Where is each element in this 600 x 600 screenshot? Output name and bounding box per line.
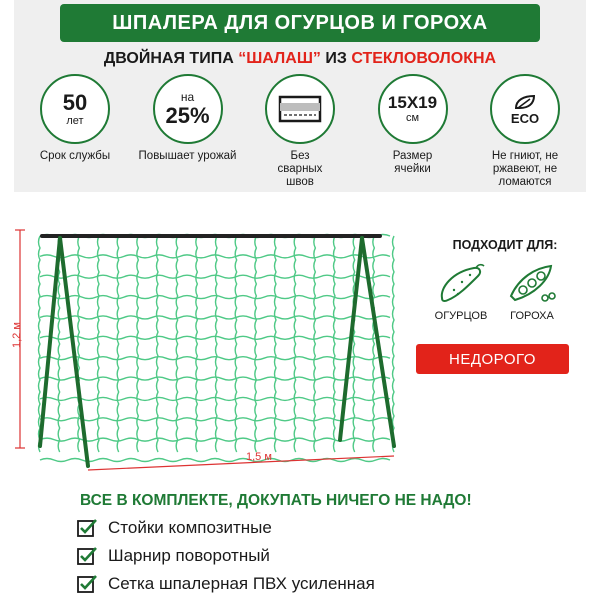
kit-item [76, 542, 375, 570]
lifetime-unit: лет [66, 114, 84, 127]
net-strand-vertical [393, 236, 395, 452]
suitable-item-label: ОГУРЦОВ [434, 310, 488, 322]
feature-seamless [249, 74, 351, 190]
suitable-item-label: ГОРОХА [510, 310, 554, 322]
net-strand-vertical [294, 236, 296, 452]
checkbox-checked-icon [76, 573, 98, 595]
net-strand-horizontal [40, 316, 390, 319]
subtitle-accent1: “ШАЛАШ” [238, 50, 321, 67]
cucumber-icon [434, 262, 488, 306]
net-strand-vertical [78, 236, 80, 452]
suitable-title: ПОДХОДИТ ДЛЯ: [452, 238, 558, 252]
net-strand-vertical [275, 236, 277, 452]
seamless-sheet-icon [278, 94, 322, 124]
page-title-text: ШПАЛЕРА ДЛЯ ОГУРЦОВ И ГОРОХА [112, 11, 488, 34]
seamless-badge [265, 74, 335, 144]
feature-label: Срок службы [39, 150, 111, 162]
kit-item [76, 514, 375, 542]
page-title [60, 4, 540, 42]
suitable-item-cucumber [426, 262, 496, 322]
yield-badge [153, 74, 223, 144]
feature-lifetime [24, 74, 126, 190]
yield-value: 25% [165, 103, 210, 128]
net-strand-vertical [314, 236, 316, 452]
eco-badge [490, 74, 560, 144]
feature-yield [137, 74, 239, 190]
yield-prefix: на [180, 90, 195, 104]
feature-label: Размер ячейки [392, 150, 433, 176]
subtitle-accent2: СТЕКЛОВОЛОКНА [351, 50, 497, 67]
pole-right-back [362, 238, 394, 446]
trellis-illustration [10, 220, 410, 482]
pea-pod-icon [505, 262, 559, 306]
checkbox-checked-icon [76, 545, 98, 567]
net-strand-vertical [353, 236, 355, 452]
lifetime-value: 50 [62, 89, 88, 115]
kit-list [76, 514, 375, 598]
feature-label: Не гниют, не ржавеют, не ломаются [491, 150, 559, 189]
net-strand-vertical [255, 236, 256, 452]
subtitle-part2: ИЗ [320, 50, 352, 67]
pole-left-back [60, 238, 88, 466]
kit-item [76, 570, 375, 598]
net-strand-vertical [98, 236, 100, 452]
net-strand-horizontal [40, 357, 390, 360]
net-strand-vertical [117, 236, 119, 452]
net-strand-horizontal [40, 438, 390, 441]
net-strand-horizontal [40, 255, 390, 258]
feature-label: Без сварных швов [277, 150, 323, 189]
feature-cell-size [362, 74, 464, 190]
price-button-label: НЕДОРОГО [449, 350, 536, 368]
feature-label: Повышает урожай [138, 150, 237, 162]
net-strand-horizontal [40, 377, 390, 380]
subtitle-part1: ДВОЙНАЯ ТИПА [103, 50, 239, 67]
cell-size-badge [378, 74, 448, 144]
subtitle [0, 50, 600, 68]
cell-size-unit: см [405, 112, 420, 124]
width-label: 1,5 м [246, 451, 272, 463]
feature-eco [474, 74, 576, 190]
eco-leaf-icon [510, 94, 540, 110]
net-strand-vertical [216, 236, 218, 452]
pole-left-front [40, 238, 60, 446]
kit-title: ВСЕ В КОМПЛЕКТЕ, ДОКУПАТЬ НИЧЕГО НЕ НАДО! [80, 492, 472, 509]
lifetime-badge [40, 74, 110, 144]
cell-size-value: 15Х19 [387, 93, 438, 112]
eco-text: ECO [510, 110, 540, 126]
price-button[interactable] [416, 344, 569, 374]
net-strand-vertical [157, 236, 159, 452]
kit-item-label: Стойки композитные [108, 518, 272, 537]
net-strand-vertical [39, 236, 41, 452]
kit-item-label: Шарнир поворотный [108, 546, 270, 565]
height-label: 1,2 м [11, 322, 23, 348]
checkbox-checked-icon [76, 517, 98, 539]
feature-list [24, 74, 576, 190]
kit-item-label: Сетка шпалерная ПВХ усиленная [108, 574, 375, 593]
suitable-item-pea [497, 262, 567, 322]
net-strand-horizontal [40, 296, 390, 299]
